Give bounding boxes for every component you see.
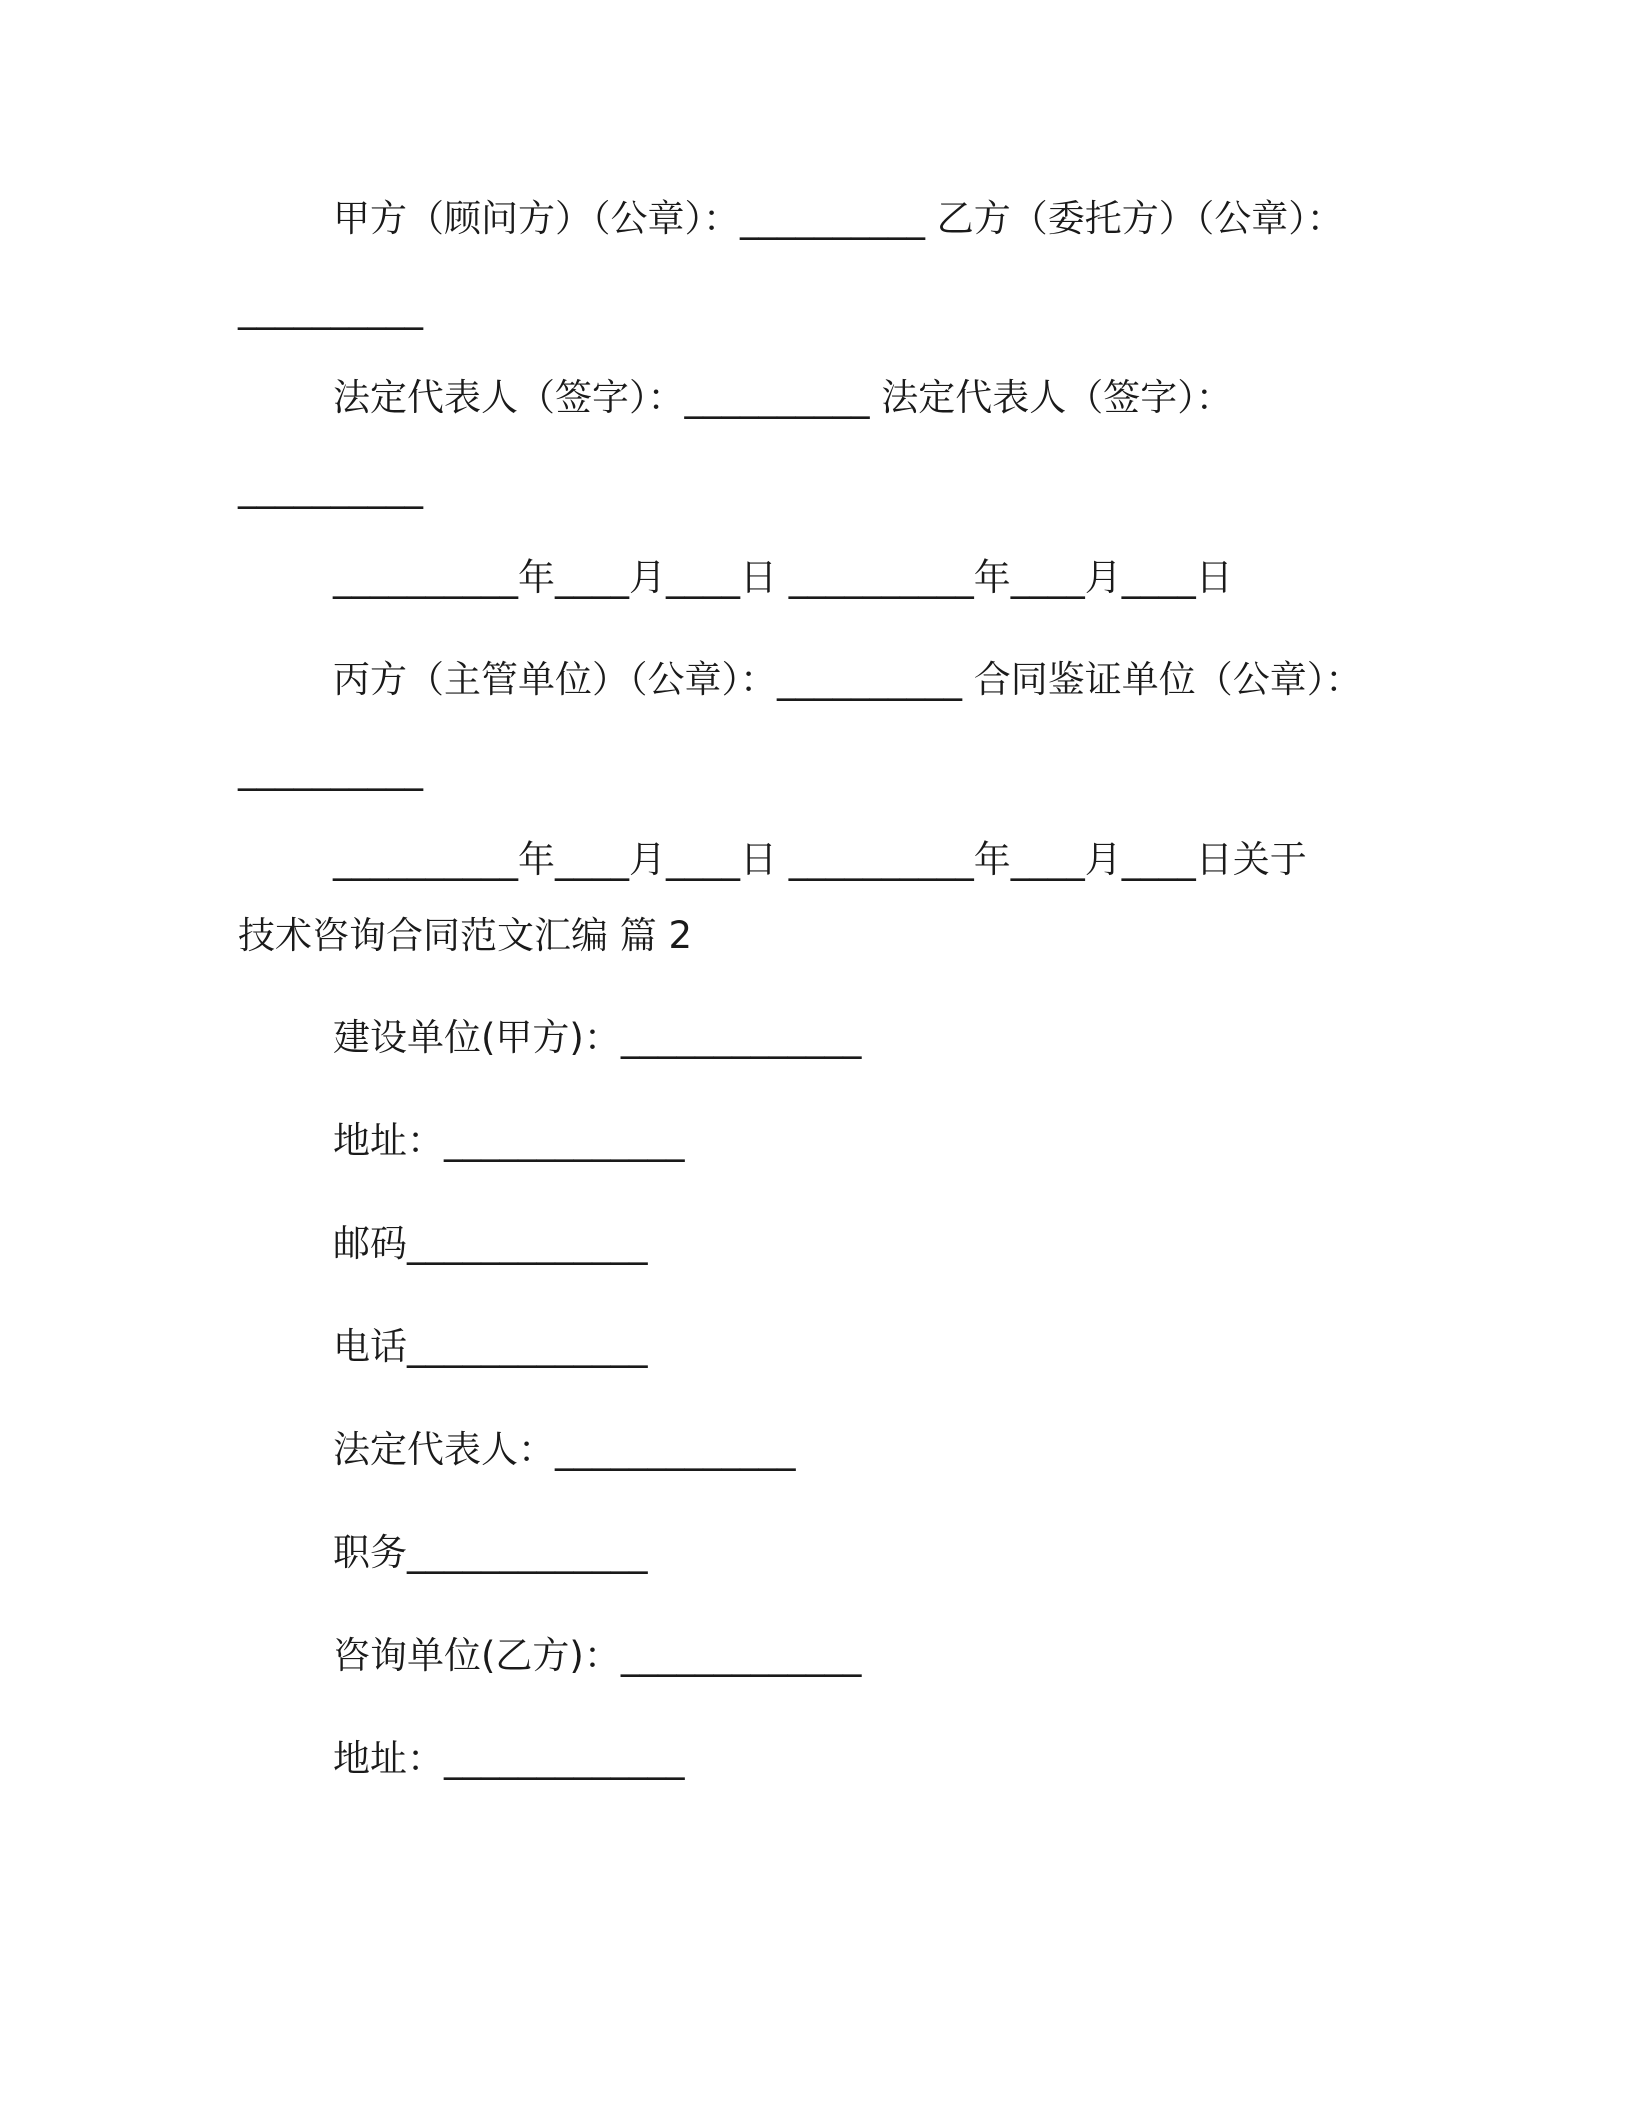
field-position: 职务_____________	[333, 1531, 648, 1574]
party-b-seal-blank: __________	[238, 287, 423, 330]
party-a-b-seal-line: 甲方（顾问方）（公章）：__________ 乙方（委托方）（公章）：	[333, 197, 1344, 240]
field-legal-representative: 法定代表人：_____________	[333, 1428, 796, 1471]
field-consulting-unit: 咨询单位(乙方)：_____________	[333, 1634, 862, 1677]
date-line-1: __________年____月____日 __________年____月____日	[333, 556, 1233, 599]
field-address-b: 地址：_____________	[333, 1737, 685, 1780]
field-postcode: 邮码_____________	[333, 1222, 648, 1265]
party-c-seal-line: 丙方（主管单位）（公章）：__________ 合同鉴证单位（公章）：	[333, 658, 1363, 701]
legal-representative-line: 法定代表人（签字）：__________ 法定代表人（签字）：	[333, 376, 1233, 419]
verification-seal-blank: __________	[238, 748, 423, 791]
date-line-2: __________年____月____日 __________年____月____日关于	[333, 838, 1307, 881]
legal-representative-blank: __________	[238, 466, 423, 509]
field-phone: 电话_____________	[333, 1325, 648, 1368]
field-address-a: 地址：_____________	[333, 1119, 685, 1162]
section-title: 技术咨询合同范文汇编 篇 2	[238, 914, 693, 957]
field-construction-unit: 建设单位(甲方)：_____________	[333, 1016, 862, 1059]
